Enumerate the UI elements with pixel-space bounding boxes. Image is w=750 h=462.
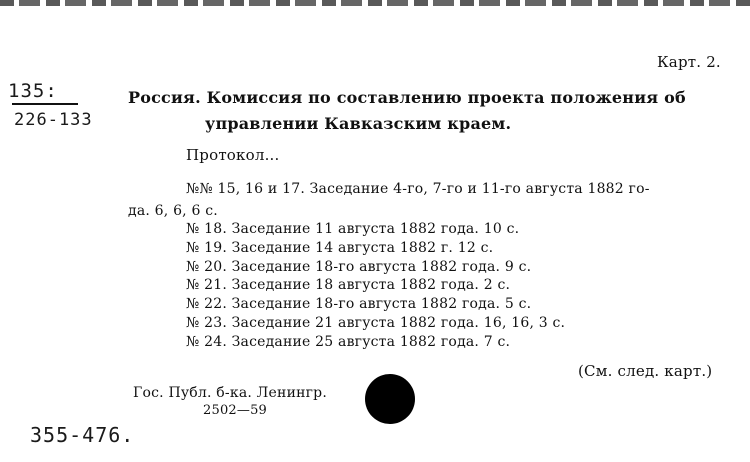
printer-line-2: 2502—59 [203,403,268,418]
continued-note: (См. след. карт.) [578,362,713,380]
heading-line-1: Россия. Комиссия по составлению проекта положения об [128,88,686,107]
handwritten-underline [12,103,78,105]
handwritten-number-1: 135: [8,80,58,102]
entry-line: №№ 15, 16 и 17. Заседание 4-го, 7-го и 11-го августа 1882 го- [186,181,650,197]
heading-line-2: управлении Кавказским краем. [205,114,512,133]
entry-line: № 18. Заседание 11 августа 1882 года. 10 с. [186,221,520,237]
torn-top-edge [0,0,750,6]
entry-line: № 19. Заседание 14 августа 1882 г. 12 с. [186,240,494,256]
punch-hole [365,374,415,424]
entry-line: № 24. Заседание 25 августа 1882 года. 7 с. [186,334,511,350]
printer-line-1: Гос. Публ. б-ка. Ленингр. [133,385,327,401]
entry-line: № 21. Заседание 18 августа 1882 года. 2 с. [186,277,511,293]
entry-line: № 23. Заседание 21 августа 1882 года. 16, 16, 3 с. [186,315,566,331]
entry-line: № 20. Заседание 18-го августа 1882 года. 9 с. [186,259,532,275]
handwritten-number-2: 226-133 [14,110,93,130]
handwritten-bottom-number: 355-476. [30,423,135,447]
entry-line: № 22. Заседание 18-го августа 1882 года. 5 с. [186,296,532,312]
entry-line: да. 6, 6, 6 с. [128,203,218,219]
card-number: Карт. 2. [657,53,721,71]
protocol-title: Протокол... [186,146,280,164]
